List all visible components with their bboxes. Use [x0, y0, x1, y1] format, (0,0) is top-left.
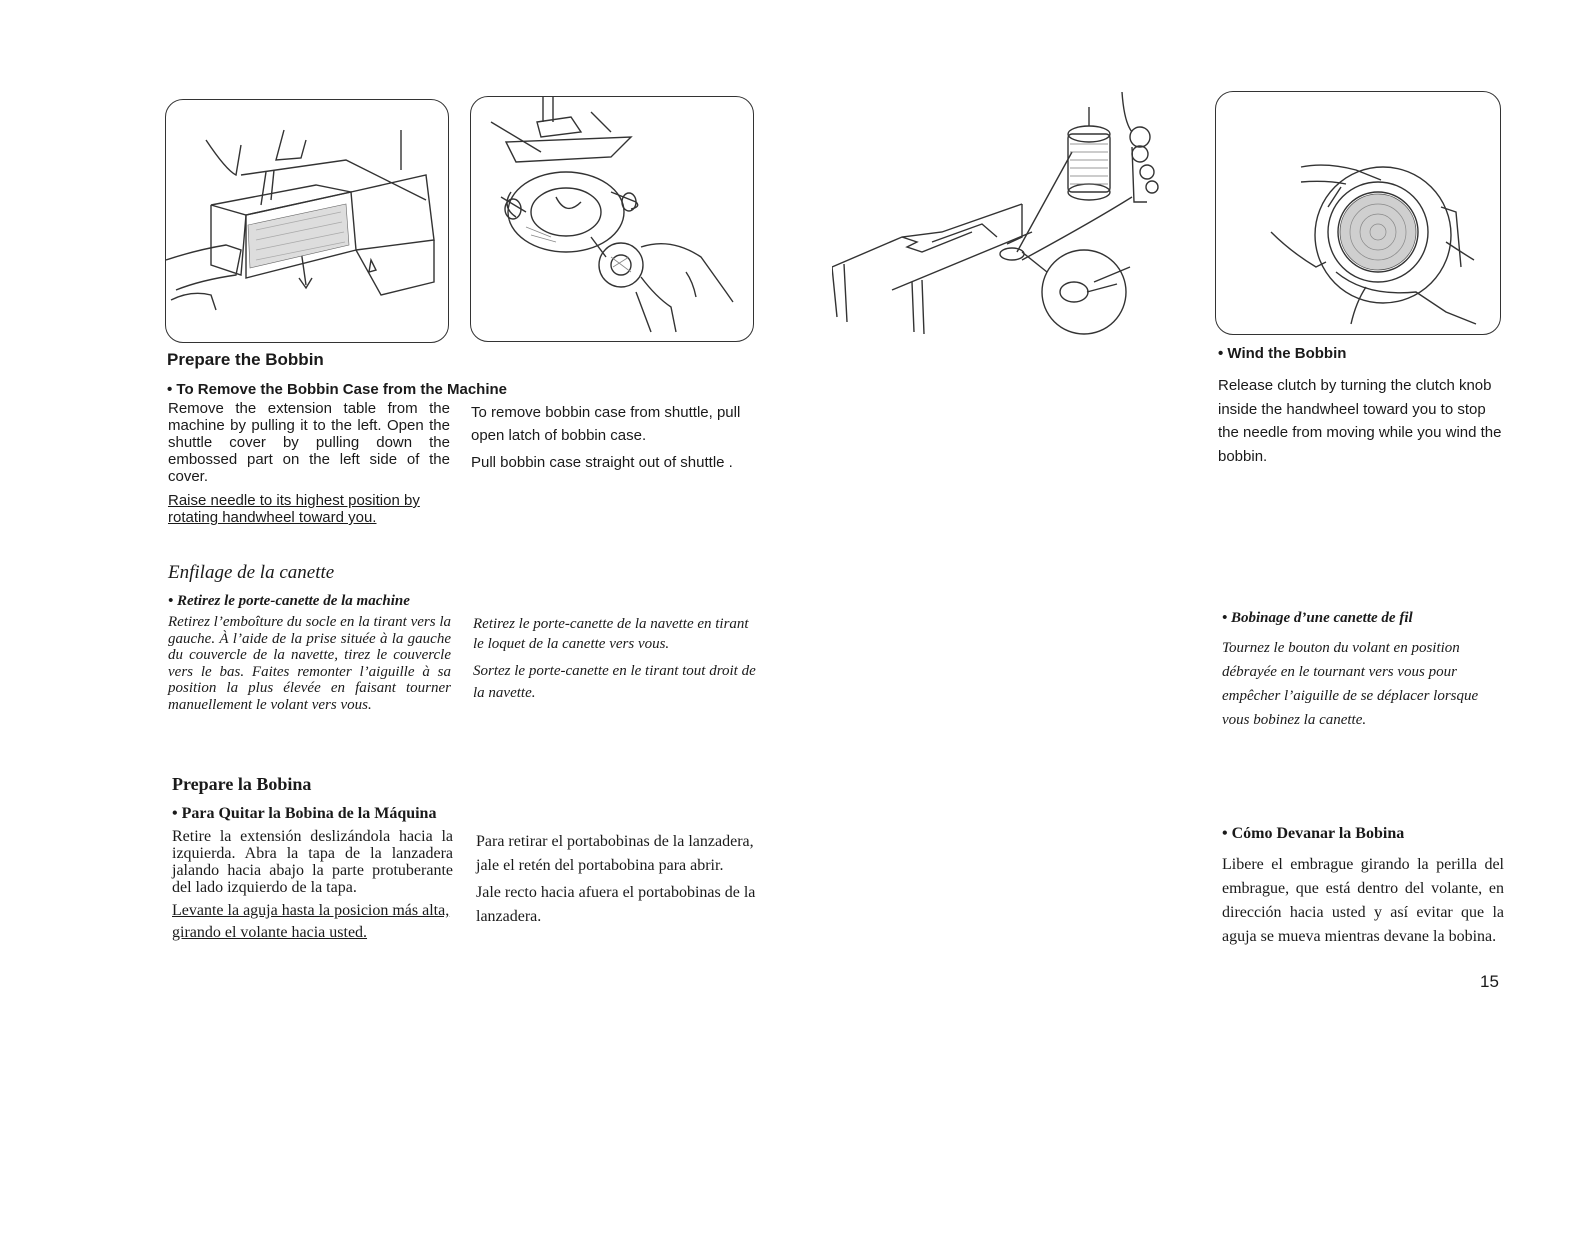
subheading-retirez-porte-canette: • Retirez le porte-canette de la machine	[168, 593, 410, 609]
english-wind-text: Release clutch by turning the clutch knob inside the handwheel toward you to stop the needle from moving while you wind the bobbin.	[1218, 377, 1502, 465]
french-column-1-text: Retirez l’emboîture du socle en la tirant vers la gauche. À l’aide de la prise située à la gauche du couvercle de la navette, tirez le couvercle vers le bas. Faites remonter l’aiguille à sa position la plus élevée en faisant tourner manuellement le volant vers vous.	[168, 614, 452, 713]
bobbin-case-figure	[470, 96, 754, 342]
extension-table-illustration	[166, 100, 448, 342]
english-remove-extension-text: Remove the extension table from the machine by pulling it to the left. Open the shuttle cover by pulling down the embossed part on the left side of the cover.	[168, 400, 450, 485]
spanish-retirar-portabobinas-text: Para retirar el portabobinas de la lanzadera, jale el retén del portabobina para abrir.	[476, 833, 754, 874]
subheading-remove-bobbin-case: • To Remove the Bobbin Case from the Machine	[167, 381, 508, 398]
english-open-latch-text: To remove bobbin case from shuttle, pull open latch of bobbin case.	[471, 404, 741, 444]
french-column-2	[473, 614, 758, 704]
bobbin-winding-illustration	[832, 92, 1182, 340]
page-number: 15	[1480, 972, 1499, 991]
french-retirez-loquet-text: Retirez le porte-canette de la navette en tirant le loquet de la canette vers vous.	[473, 616, 749, 652]
spanish-wind-text: Libere el embrague girando la perilla del embrague, que está dentro del volante, en dirección hacia usted y así evitar que la aguja se mueva mientras devane la bobina.	[1222, 856, 1504, 945]
heading-prepare-bobina: Prepare la Bobina	[172, 774, 312, 794]
heading-wind-bobbin: • Wind the Bobbin	[1218, 345, 1347, 362]
spanish-jale-recto-text: Jale recto hacia afuera el portabobinas de la lanzadera.	[476, 884, 756, 925]
bobbin-winding-figure	[832, 92, 1182, 340]
spanish-column-1	[172, 828, 453, 944]
heading-como-devanar: • Cómo Devanar la Bobina	[1222, 825, 1405, 842]
clutch-knob-figure	[1215, 91, 1501, 335]
heading-bobinage: • Bobinage d’une canette de fil	[1222, 610, 1413, 626]
bobbin-case-illustration	[471, 97, 753, 341]
spanish-column-2	[476, 830, 761, 929]
spanish-retire-extension-text: Retire la extensión deslizándola hacia la izquierda. Abra la tapa de la lanzadera jalando hacia abajo la parte protuberante del lado izquierdo de la tapa.	[172, 828, 453, 896]
english-column-1	[168, 400, 450, 526]
english-column-2	[471, 401, 756, 475]
heading-prepare-bobbin: Prepare the Bobbin	[167, 350, 324, 369]
french-sortez-text: Sortez le porte-canette en le tirant tout droit de la navette.	[473, 663, 756, 701]
spanish-levante-aguja-text: Levante la aguja hasta la posicion más alta, girando el volante hacia usted.	[172, 902, 450, 941]
extension-table-figure	[165, 99, 449, 343]
subheading-quitar-bobina: • Para Quitar la Bobina de la Máquina	[172, 805, 437, 822]
heading-enfilage-canette: Enfilage de la canette	[168, 562, 335, 583]
english-raise-needle-text: Raise needle to its highest position by rotating handwheel toward you.	[168, 492, 420, 526]
french-wind-text: Tournez le bouton du volant en position débrayée en le tournant vers vous pour empêcher l’aiguille de se déplacer lorsque vous bobinez la canette.	[1222, 640, 1479, 728]
english-pull-case-text: Pull bobbin case straight out of shuttle .	[471, 454, 733, 471]
clutch-knob-illustration	[1216, 92, 1500, 334]
